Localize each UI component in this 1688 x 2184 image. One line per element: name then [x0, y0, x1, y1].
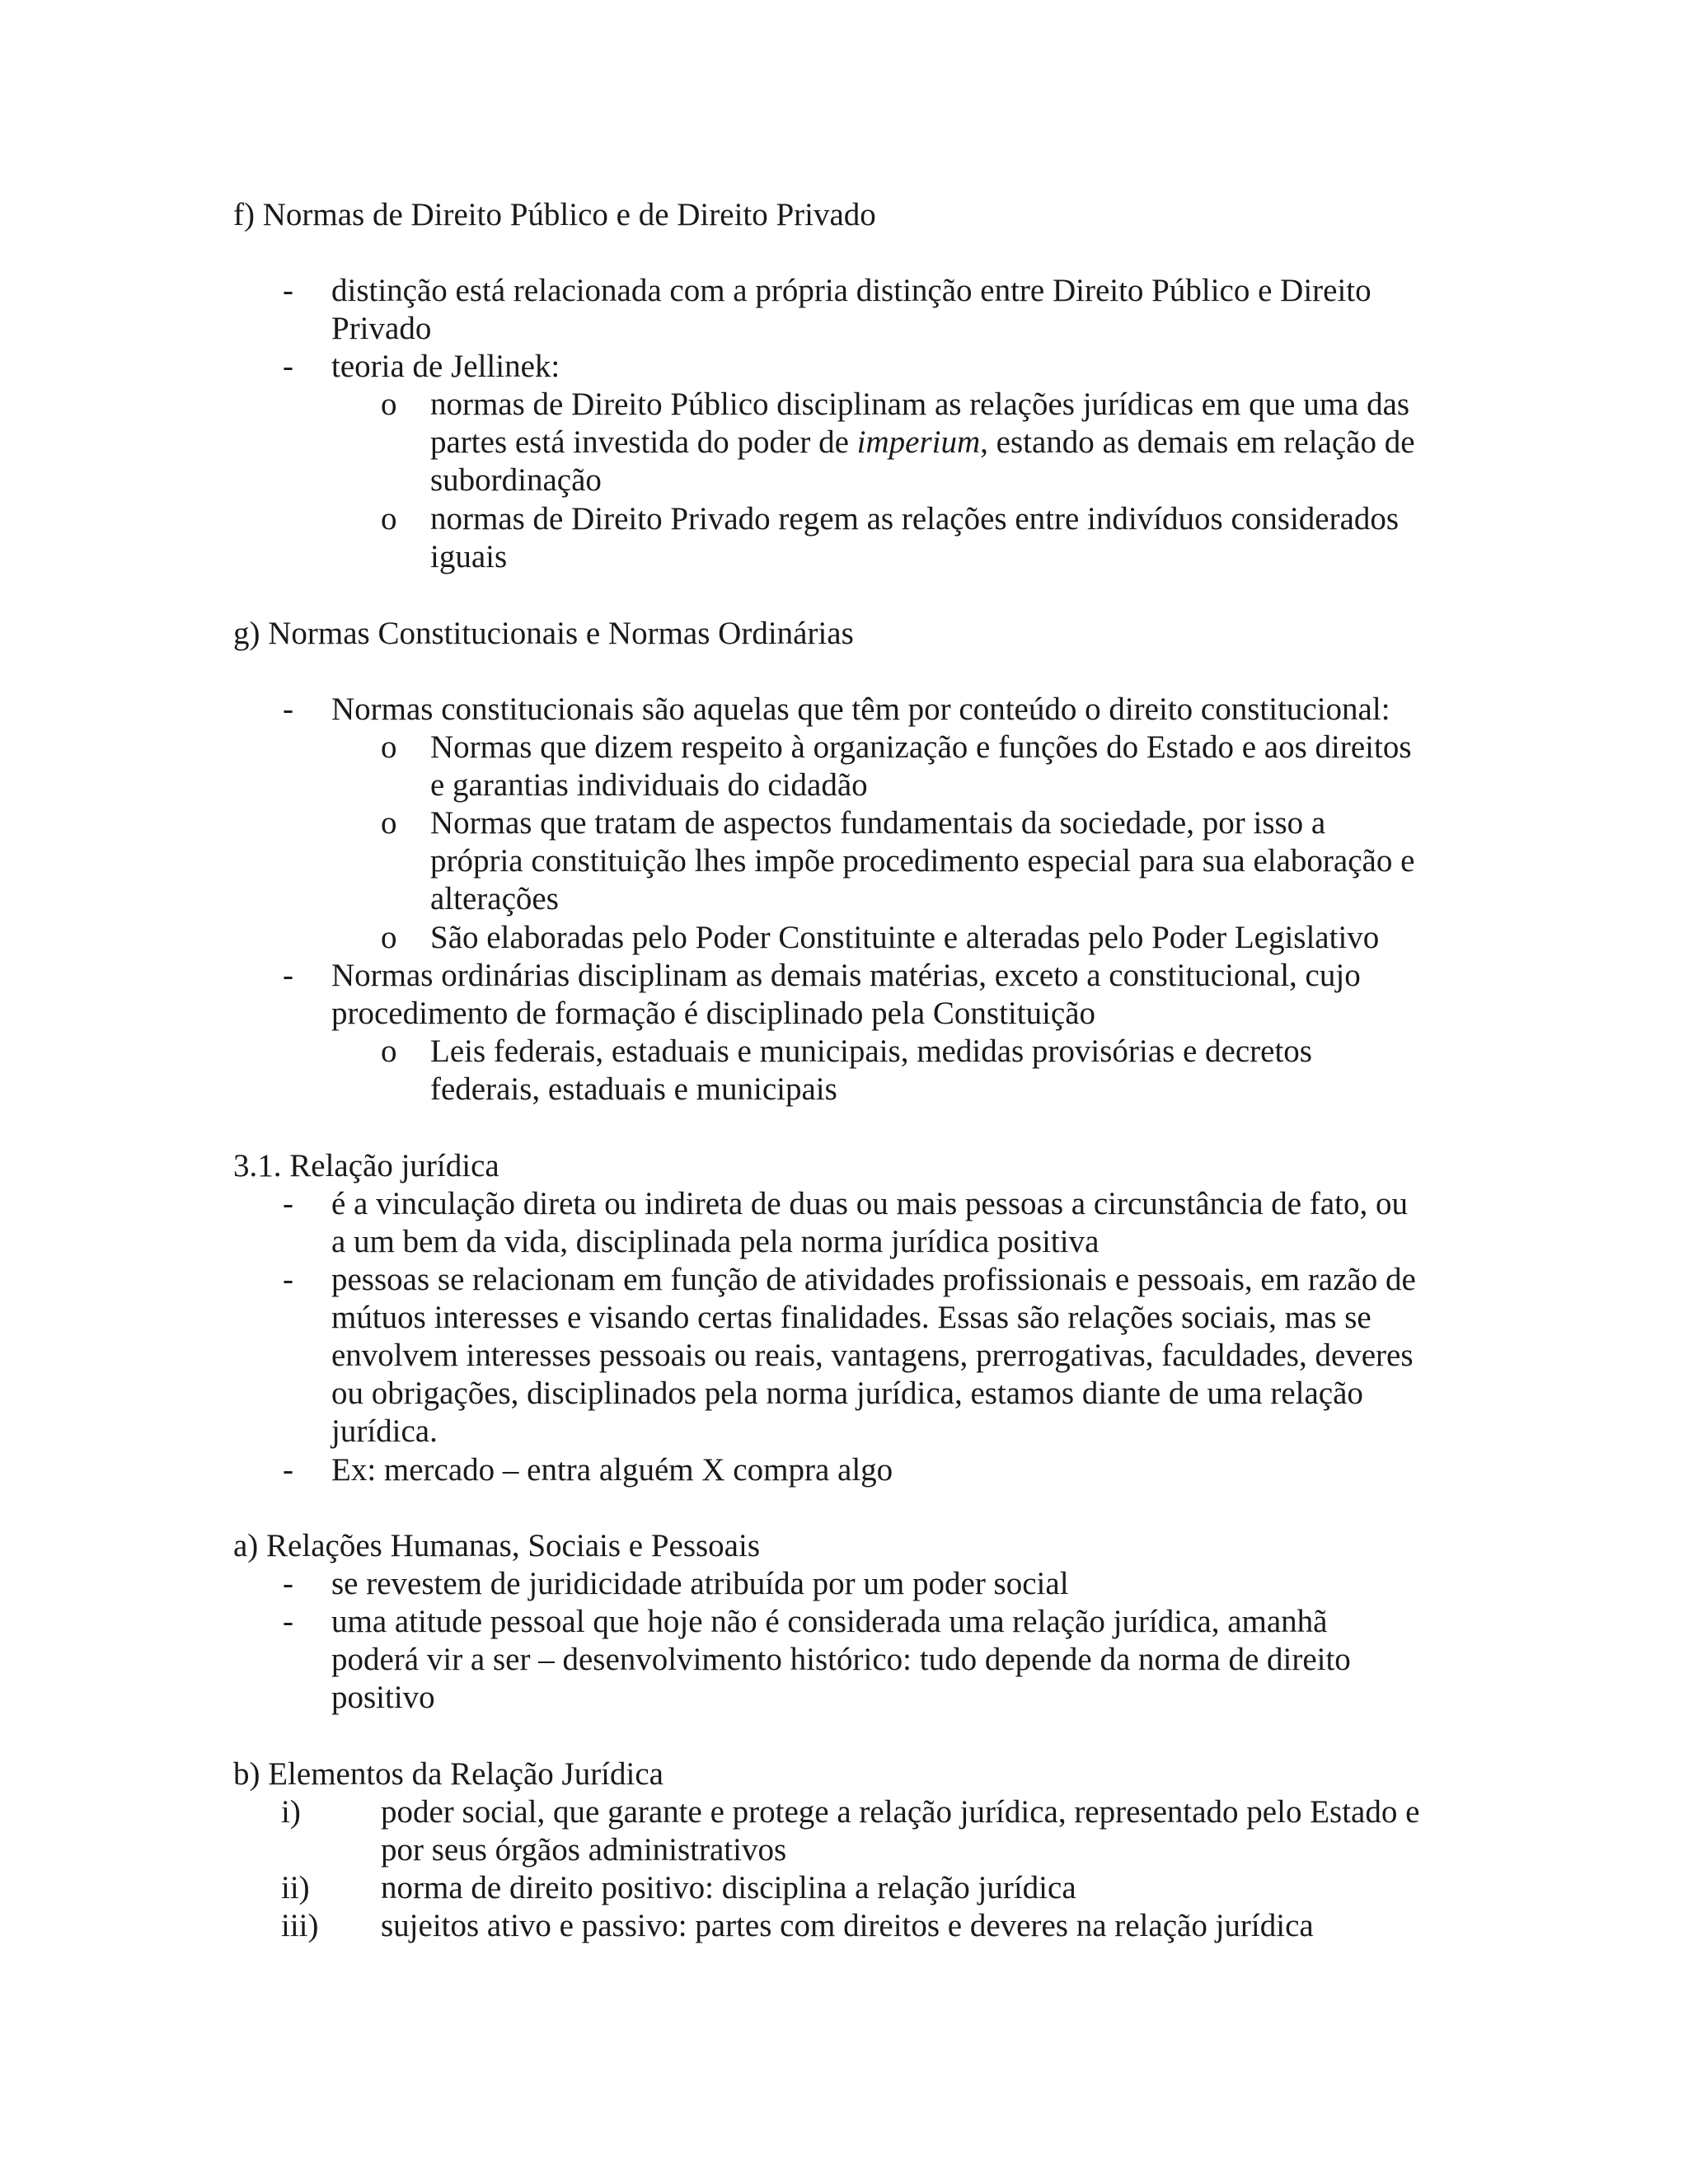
- text-line: Leis federais, estaduais e municipais, medidas provisórias e decretos: [430, 1033, 1312, 1069]
- roman-numeral-marker: i): [281, 1794, 301, 1830]
- roman-numeral-marker: ii): [281, 1870, 310, 1905]
- text-line: ou obrigações, disciplinados pela norma jurídica, estamos diante de uma relação: [331, 1376, 1363, 1411]
- text-line: é a vinculação direta ou indireta de duas ou mais pessoas a circunstância de fato, ou: [331, 1186, 1409, 1221]
- text-line: poderá vir a ser – desenvolvimento histórico: tudo depende da norma de direito: [331, 1642, 1351, 1677]
- list-item-jellinek: [331, 348, 560, 386]
- numbered-item-norma-direito-positivo: [381, 1869, 1076, 1907]
- dash-bullet: -: [283, 958, 293, 993]
- numbered-item-sujeitos: [381, 1907, 1314, 1945]
- dash-bullet: -: [283, 273, 293, 308]
- section-heading-g: g) Normas Constitucionais e Normas Ordinárias: [233, 616, 854, 651]
- sublist-item-leis: [430, 1033, 1312, 1108]
- dash-bullet: -: [283, 1604, 293, 1639]
- sublist-item-direito-privado: [430, 500, 1399, 576]
- text-line: pessoas se relacionam em função de atividades profissionais e pessoais, em razão de: [331, 1262, 1416, 1297]
- text-line: Ex: mercado – entra alguém X compra algo: [331, 1452, 893, 1488]
- text-line: positivo: [331, 1680, 435, 1715]
- numbered-item-poder-social: [381, 1793, 1419, 1869]
- text-line: alterações: [430, 881, 559, 916]
- text-line: [430, 424, 1415, 462]
- circle-bullet: o: [381, 1033, 397, 1069]
- text-line: envolvem interesses pessoais ou reais, vantagens, prerrogativas, faculdades, deveres: [331, 1338, 1414, 1373]
- list-item-pessoas-relacionam: [331, 1261, 1416, 1451]
- list-item-normas-constitucionais: [331, 691, 1390, 729]
- text-line: e garantias individuais do cidadão: [430, 767, 868, 803]
- text-line: teoria de Jellinek:: [331, 349, 560, 384]
- text-segment: partes está investida do poder de: [430, 424, 857, 460]
- list-item-distincao: [331, 272, 1372, 348]
- text-line: normas de Direito Público disciplinam as relações jurídicas em que uma das: [430, 387, 1410, 422]
- dash-bullet: -: [283, 691, 293, 727]
- dash-bullet: -: [283, 1262, 293, 1297]
- dash-bullet: -: [283, 1452, 293, 1488]
- circle-bullet: o: [381, 805, 397, 841]
- dash-bullet: -: [283, 349, 293, 384]
- text-line: Normas ordinárias disciplinam as demais matérias, exceto a constitucional, cujo: [331, 958, 1361, 993]
- dash-bullet: -: [283, 1186, 293, 1221]
- section-heading-b: b) Elementos da Relação Jurídica: [233, 1756, 663, 1792]
- section-heading-a: a) Relações Humanas, Sociais e Pessoais: [233, 1528, 761, 1563]
- text-line: própria constituição lhes impõe procedimento especial para sua elaboração e: [430, 843, 1415, 879]
- text-line: Normas que tratam de aspectos fundamentais da sociedade, por isso a: [430, 805, 1326, 841]
- text-line: subordinação: [430, 462, 602, 498]
- list-item-normas-ordinarias: [331, 957, 1361, 1033]
- circle-bullet: o: [381, 387, 397, 422]
- text-segment: , estando as demais em relação de: [980, 424, 1415, 460]
- text-line: por seus órgãos administrativos: [381, 1832, 787, 1868]
- text-line: uma atitude pessoal que hoje não é considerada uma relação jurídica, amanhã: [331, 1604, 1328, 1639]
- text-line: Privado: [331, 311, 432, 346]
- circle-bullet: o: [381, 920, 397, 955]
- text-line: Normas constitucionais são aquelas que têm por conteúdo o direito constitucional:: [331, 691, 1390, 727]
- text-line: São elaboradas pelo Poder Constituinte e alteradas pelo Poder Legislativo: [430, 920, 1380, 955]
- text-line: se revestem de juridicidade atribuída por um poder social: [331, 1566, 1069, 1601]
- text-line: iguais: [430, 539, 508, 574]
- section-heading-f: f) Normas de Direito Público e de Direito Privado: [233, 197, 876, 232]
- list-item-atitude-pessoal: [331, 1603, 1351, 1717]
- roman-numeral-marker: iii): [281, 1908, 319, 1943]
- text-line: mútuos interesses e visando certas finalidades. Essas são relações sociais, mas se: [331, 1300, 1372, 1335]
- dash-bullet: -: [283, 1566, 293, 1601]
- sublist-item-poder-constituinte: [430, 919, 1379, 957]
- text-line: procedimento de formação é disciplinado pela Constituição: [331, 996, 1096, 1031]
- text-line: sujeitos ativo e passivo: partes com direitos e deveres na relação jurídica: [381, 1908, 1314, 1943]
- sublist-item-organizacao: [430, 729, 1412, 804]
- text-line: federais, estaduais e municipais: [430, 1071, 837, 1107]
- text-line: jurídica.: [331, 1413, 438, 1449]
- circle-bullet: o: [381, 729, 397, 765]
- list-item-vinculacao: [331, 1185, 1408, 1261]
- circle-bullet: o: [381, 501, 397, 537]
- text-line: Normas que dizem respeito à organização e funções do Estado e aos direitos: [430, 729, 1412, 765]
- sublist-item-direito-publico: [430, 386, 1415, 499]
- text-line: a um bem da vida, disciplinada pela norma jurídica positiva: [331, 1224, 1100, 1259]
- list-item-exemplo-mercado: [331, 1451, 893, 1489]
- list-item-juridicidade: [331, 1565, 1069, 1603]
- text-line: normas de Direito Privado regem as relações entre indivíduos considerados: [430, 501, 1400, 537]
- text-line: poder social, que garante e protege a relação jurídica, representado pelo Estado e: [381, 1794, 1420, 1830]
- section-heading-relacao-juridica: 3.1. Relação jurídica: [233, 1148, 499, 1183]
- text-line: distinção está relacionada com a própria distinção entre Direito Público e Direito: [331, 273, 1372, 308]
- sublist-item-aspectos-fundamentais: [430, 804, 1414, 918]
- text-line: norma de direito positivo: disciplina a relação jurídica: [381, 1870, 1076, 1905]
- emphasis-imperium: imperium: [856, 424, 981, 460]
